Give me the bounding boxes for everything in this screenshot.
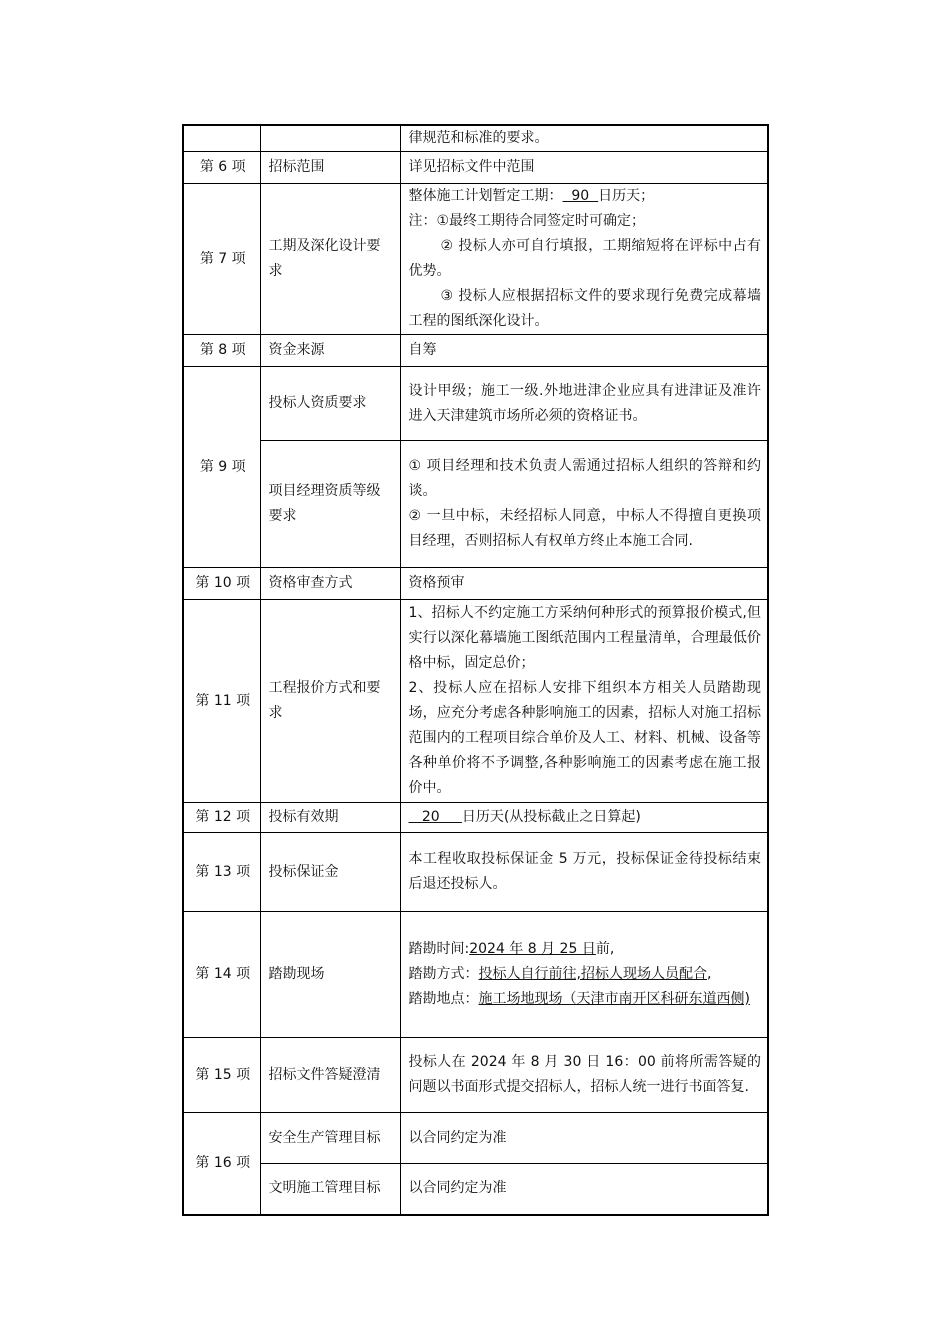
row-content: 律规范和标准的要求。 bbox=[400, 125, 768, 152]
table-row bbox=[183, 833, 768, 912]
table-row bbox=[183, 803, 768, 833]
duration-line: 整体施工计划暂定工期： 90 日历天； bbox=[408, 188, 655, 204]
duration-value: 90 bbox=[562, 188, 599, 204]
row-content: 设计甲级；施工一级.外地进津企业应具有进津证及准许进入天津建筑市场所必须的资格证书。 bbox=[400, 367, 768, 441]
table-row bbox=[183, 335, 768, 367]
row-content bbox=[400, 184, 768, 335]
table-row bbox=[183, 1164, 768, 1215]
row-item: 项目经理资质等级要求 bbox=[260, 441, 400, 568]
note-line: 注：①最终工期待合同签定时可确定； bbox=[408, 213, 646, 229]
row-content: 详见招标文件中范围 bbox=[400, 152, 768, 184]
row-number: 第 9 项 bbox=[183, 367, 260, 568]
table-row bbox=[183, 125, 768, 152]
table-row bbox=[183, 1113, 768, 1164]
row-item: 安全生产管理目标 bbox=[260, 1113, 400, 1164]
table-row bbox=[183, 184, 768, 335]
row-item: 资金来源 bbox=[260, 335, 400, 367]
row-number: 第 6 项 bbox=[183, 152, 260, 184]
visit-method: 踏勘方式：投标人自行前往,招标人现场人员配合, bbox=[408, 966, 712, 982]
row-number: 第 13 项 bbox=[183, 833, 260, 912]
row-item: 工程报价方式和要求 bbox=[260, 600, 400, 803]
row-number bbox=[183, 125, 260, 152]
row-content: 投标人在 2024 年 8 月 30 日 16：00 前将所需答疑的问题以书面形式提交招标人，招标人统一进行书面答复. bbox=[400, 1038, 768, 1113]
row-number: 第 15 项 bbox=[183, 1038, 260, 1113]
row-content bbox=[400, 912, 768, 1038]
table-row bbox=[183, 600, 768, 803]
row-content: 资格预审 bbox=[400, 568, 768, 600]
note-line: ② 投标人亦可自行填报，工期缩短将在评标中占有优势。 bbox=[408, 238, 761, 279]
row-item: 投标人资质要求 bbox=[260, 367, 400, 441]
row-number: 第 12 项 bbox=[183, 803, 260, 833]
row-number: 第 8 项 bbox=[183, 335, 260, 367]
row-number: 第 14 项 bbox=[183, 912, 260, 1038]
table-row bbox=[183, 912, 768, 1038]
row-item: 投标有效期 bbox=[260, 803, 400, 833]
table-row bbox=[183, 152, 768, 184]
row-item: 投标保证金 bbox=[260, 833, 400, 912]
row-content: 20 日历天(从投标截止之日算起) bbox=[400, 803, 768, 833]
row-item: 文明施工管理目标 bbox=[260, 1164, 400, 1215]
row-number: 第 10 项 bbox=[183, 568, 260, 600]
visit-place: 踏勘地点：施工场地现场（天津市南开区科研东道西侧) bbox=[408, 991, 750, 1007]
row-number: 第 16 项 bbox=[183, 1113, 260, 1215]
table-row bbox=[183, 1038, 768, 1113]
tender-info-table bbox=[182, 124, 769, 1216]
row-content: ① 项目经理和技术负责人需通过招标人组织的答辩和约谈。 ② 一旦中标，未经招标人同意，中标人不得擅自更换项目经理，否则招标人有权单方终止本施工合同. bbox=[400, 441, 768, 568]
row-item bbox=[260, 125, 400, 152]
row-content: 以合同约定为准 bbox=[400, 1113, 768, 1164]
row-number: 第 7 项 bbox=[183, 184, 260, 335]
row-item: 工期及深化设计要求 bbox=[260, 184, 400, 335]
visit-time: 踏勘时间:2024 年 8 月 25 日前, bbox=[408, 941, 615, 957]
row-item: 资格审查方式 bbox=[260, 568, 400, 600]
table-row bbox=[183, 568, 768, 600]
table-row bbox=[183, 367, 768, 441]
row-item: 踏勘现场 bbox=[260, 912, 400, 1038]
validity-value: 20 bbox=[408, 809, 462, 825]
table-row bbox=[183, 441, 768, 568]
row-content: 1、招标人不约定施工方采纳何种形式的预算报价模式,但实行以深化幕墙施工图纸范围内工程量清单，合理最低价格中标，固定总价； 2、投标人应在招标人安排下组织本方相关人员踏勘现场，应充分考虑各种影响施工的因素，招标人对施工招标范围内的工程项目综合单价及人工、材料、机械、设备等各种单价将不予调整,各种影响施工的因素考虑在施工报价中。 bbox=[400, 600, 768, 803]
note-line: ③ 投标人应根据招标文件的要求现行免费完成幕墙工程的图纸深化设计。 bbox=[408, 288, 761, 329]
row-item: 招标文件答疑澄清 bbox=[260, 1038, 400, 1113]
row-number: 第 11 项 bbox=[183, 600, 260, 803]
row-content: 自筹 bbox=[400, 335, 768, 367]
row-content: 以合同约定为准 bbox=[400, 1164, 768, 1215]
row-content: 本工程收取投标保证金 5 万元，投标保证金待投标结束后退还投标人。 bbox=[400, 833, 768, 912]
row-item: 招标范围 bbox=[260, 152, 400, 184]
